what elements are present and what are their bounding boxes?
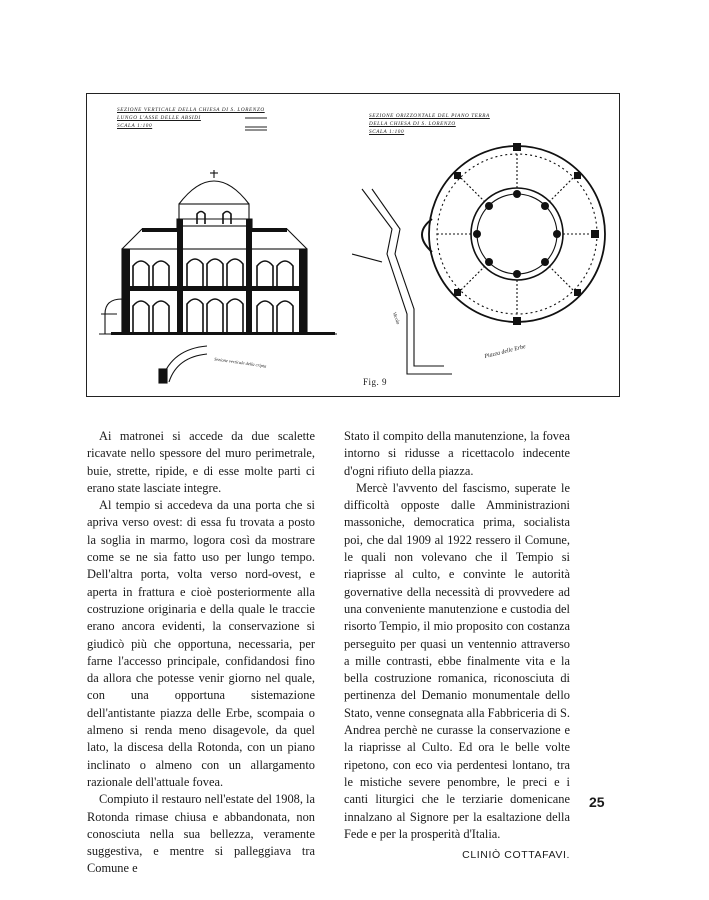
section-title-line: LUNGO L'ASSE DELLE ABSIDI <box>117 115 201 121</box>
scale-bar-icon <box>245 114 269 138</box>
crypt-label: Sezione verticale della cripta <box>213 356 267 369</box>
plan-title-line: DELLA CHIESA DI S. LORENZO <box>369 121 456 127</box>
section-title-line: SCALA 1:100 <box>117 123 153 129</box>
plan-title-line: SEZIONE ORIZZONTALE DEL PIANO TERRA <box>369 113 490 119</box>
figure-frame <box>86 93 620 397</box>
figure-caption: Fig. 9 <box>363 377 388 387</box>
paragraph: Compiuto il restauro nell'estate del 1908, la Rotonda rimase chiusa e abbandonata, non conosciuta nella sua bellezza, veramente suggestiva, e mentre si palleggiava tra Comune e <box>87 792 315 876</box>
paragraph: Al tempio si accedeva da una porta che si apriva verso ovest: di essa fu trovata a posto la soglia in marmo, logora così da mostrare come se ne sia fatto uso per lungo tempo. Dell'altra porta, volta verso nord-ovest, e aperta in frattura e cioè posteriormente alla costruzione originaria e della quale le traccie erano ancora evidenti, la conservazione si giudicò più che opportuna, necessaria, per farne l'accesso principale, confidandosi fino da allora che potesse venir giorno nel quale, con una opportuna sistemazione dell'antistante piazza delle Erbe, scompaia o almeno si renda meno disagevole, da quel lato, la discesa della Rotonda, con un piano inclinato o almeno con un allargamento razionale dell'attuale fovea. <box>87 498 315 789</box>
text-column-right <box>344 428 570 864</box>
paragraph: Mercè l'avvento del fascismo, superate le difficoltà opposte dalle Amministrazioni massoniche, democratica prima, socialista poi, che dal 1909 al 1922 ressero il Comune, le quali non volevano che il Tempio si riaprisse al culto, e convinte le autorità governative della necessità di provvedere ad una conveniente manutenzione e custodia del risorto Tempio, il mio proposito con costanza perseguito per quasi un ventennio attraverso a mille contrasti, ebbe finalmente vita e la bella costruzione romanica, riconosciuta di pertinenza del Demanio monumentale dello Stato, venne consegnata alla Fabbriceria di S. Andrea perchè ne curasse la conservazione e la riaprisse al Culto. Ed ora le belle volte ripetono, con eco via perdentesi lontano, tra le mistiche severe penombre, le preci e i canti liturgici che le terziarie domenicane innalzano al Signore per la esaltazione della Fede e per la prosperità d'Italia. <box>344 480 570 841</box>
paragraph: Stato il compito della manutenzione, la fovea intorno si ridusse a ricettacolo indecente d'ogni rifiuto della piazza. <box>344 429 570 478</box>
section-title-line: SEZIONE VERTICALE DELLA CHIESA DI S. LORENZO <box>117 107 265 113</box>
author-signature: CLINIÒ COTTAFAVI. <box>462 849 570 862</box>
street-label: Piazza delle Erbe <box>483 343 527 361</box>
plan-title-line: SCALA 1:100 <box>369 129 405 135</box>
paragraph: Ai matronei si accede da due scalette ricavate nello spessore del muro perimetrale, buie, strette, ripide, e di esse molte parti ci erano state lasciate integre. <box>87 429 315 495</box>
plan-drawing-title <box>369 112 490 136</box>
section-drawing-title <box>117 106 265 130</box>
text-column-left <box>87 428 315 878</box>
side-street-label: Vicolo <box>390 311 400 326</box>
page-number: 25 <box>589 794 605 810</box>
